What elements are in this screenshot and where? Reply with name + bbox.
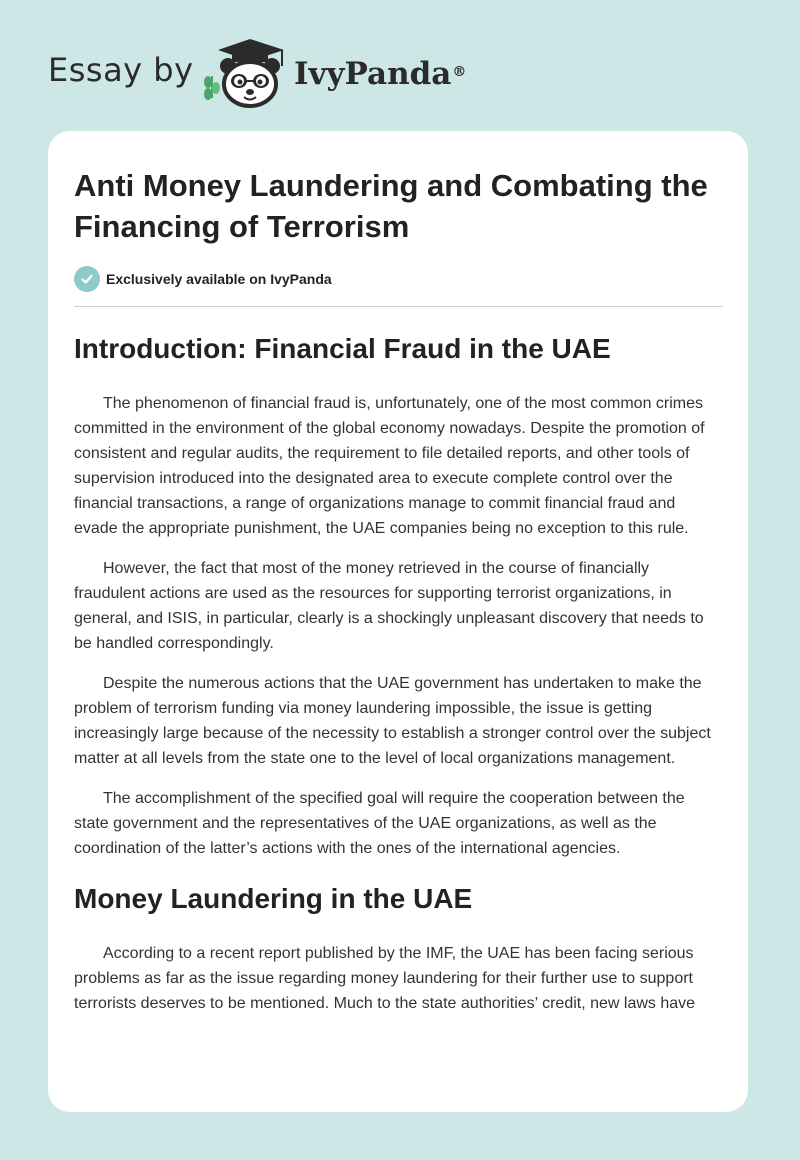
- paragraph: According to a recent report published by the IMF, the UAE has been facing serious problems as far as the issue regarding money laundering for their further use to support terrorists deserves to be mentioned. Much to the state authorities’ credit, new laws have: [74, 945, 696, 1012]
- check-circle-icon: [74, 266, 100, 292]
- section-heading: Money Laundering in the UAE: [74, 883, 473, 914]
- paragraph: The phenomenon of financial fraud is, unfortunately, one of the most common crimes committed in the environment of the global economy nowadays. Despite the promotion of consistent and regular audits, the requirement to file detailed reports, and other tools of supervision introduced into the designated area to execute complete control over the financial transactions, a range of organizations manage to commit financial fraud and evade the appropriate punishment, the UAE companies being no exception to this rule.: [74, 395, 705, 537]
- ivypanda-logo-icon[interactable]: [204, 36, 292, 110]
- paragraph: The accomplishment of the specified goal will require the cooperation between the state government and the representatives of the UAE organizations, as well as the coordination of the latter’s actions with the ones of the international agencies.: [74, 790, 685, 857]
- exclusive-badge: [74, 266, 723, 292]
- brand-text: IvyPanda: [294, 56, 452, 92]
- paragraph: Despite the numerous actions that the UAE government has undertaken to make the problem of terrorism funding via money laundering impossible, the issue is getting increasingly large because of the necessity to establish a stronger control over the subject matter at all levels from the state one to the level of local organizations management.: [74, 675, 711, 767]
- brand-name[interactable]: [294, 54, 466, 94]
- exclusive-label: Exclusively available on IvyPanda: [106, 271, 332, 287]
- essay-by-label: Essay by: [48, 51, 194, 89]
- article-title: Anti Money Laundering and Combating the Financing of Terrorism: [74, 168, 708, 244]
- divider: [74, 306, 723, 307]
- site-header: [0, 0, 800, 130]
- paragraph: However, the fact that most of the money retrieved in the course of financially fraudulent actions are used as the resources for supporting terrorist organizations, in general, and ISIS, in particular, clearly is a shockingly unpleasant discovery that needs to be handled correspondingly.: [74, 560, 704, 652]
- article-content: [74, 131, 723, 1016]
- section-heading: Introduction: Financial Fraud in the UAE: [74, 333, 611, 364]
- article-card: [48, 131, 748, 1112]
- registered-mark: ®: [452, 64, 467, 80]
